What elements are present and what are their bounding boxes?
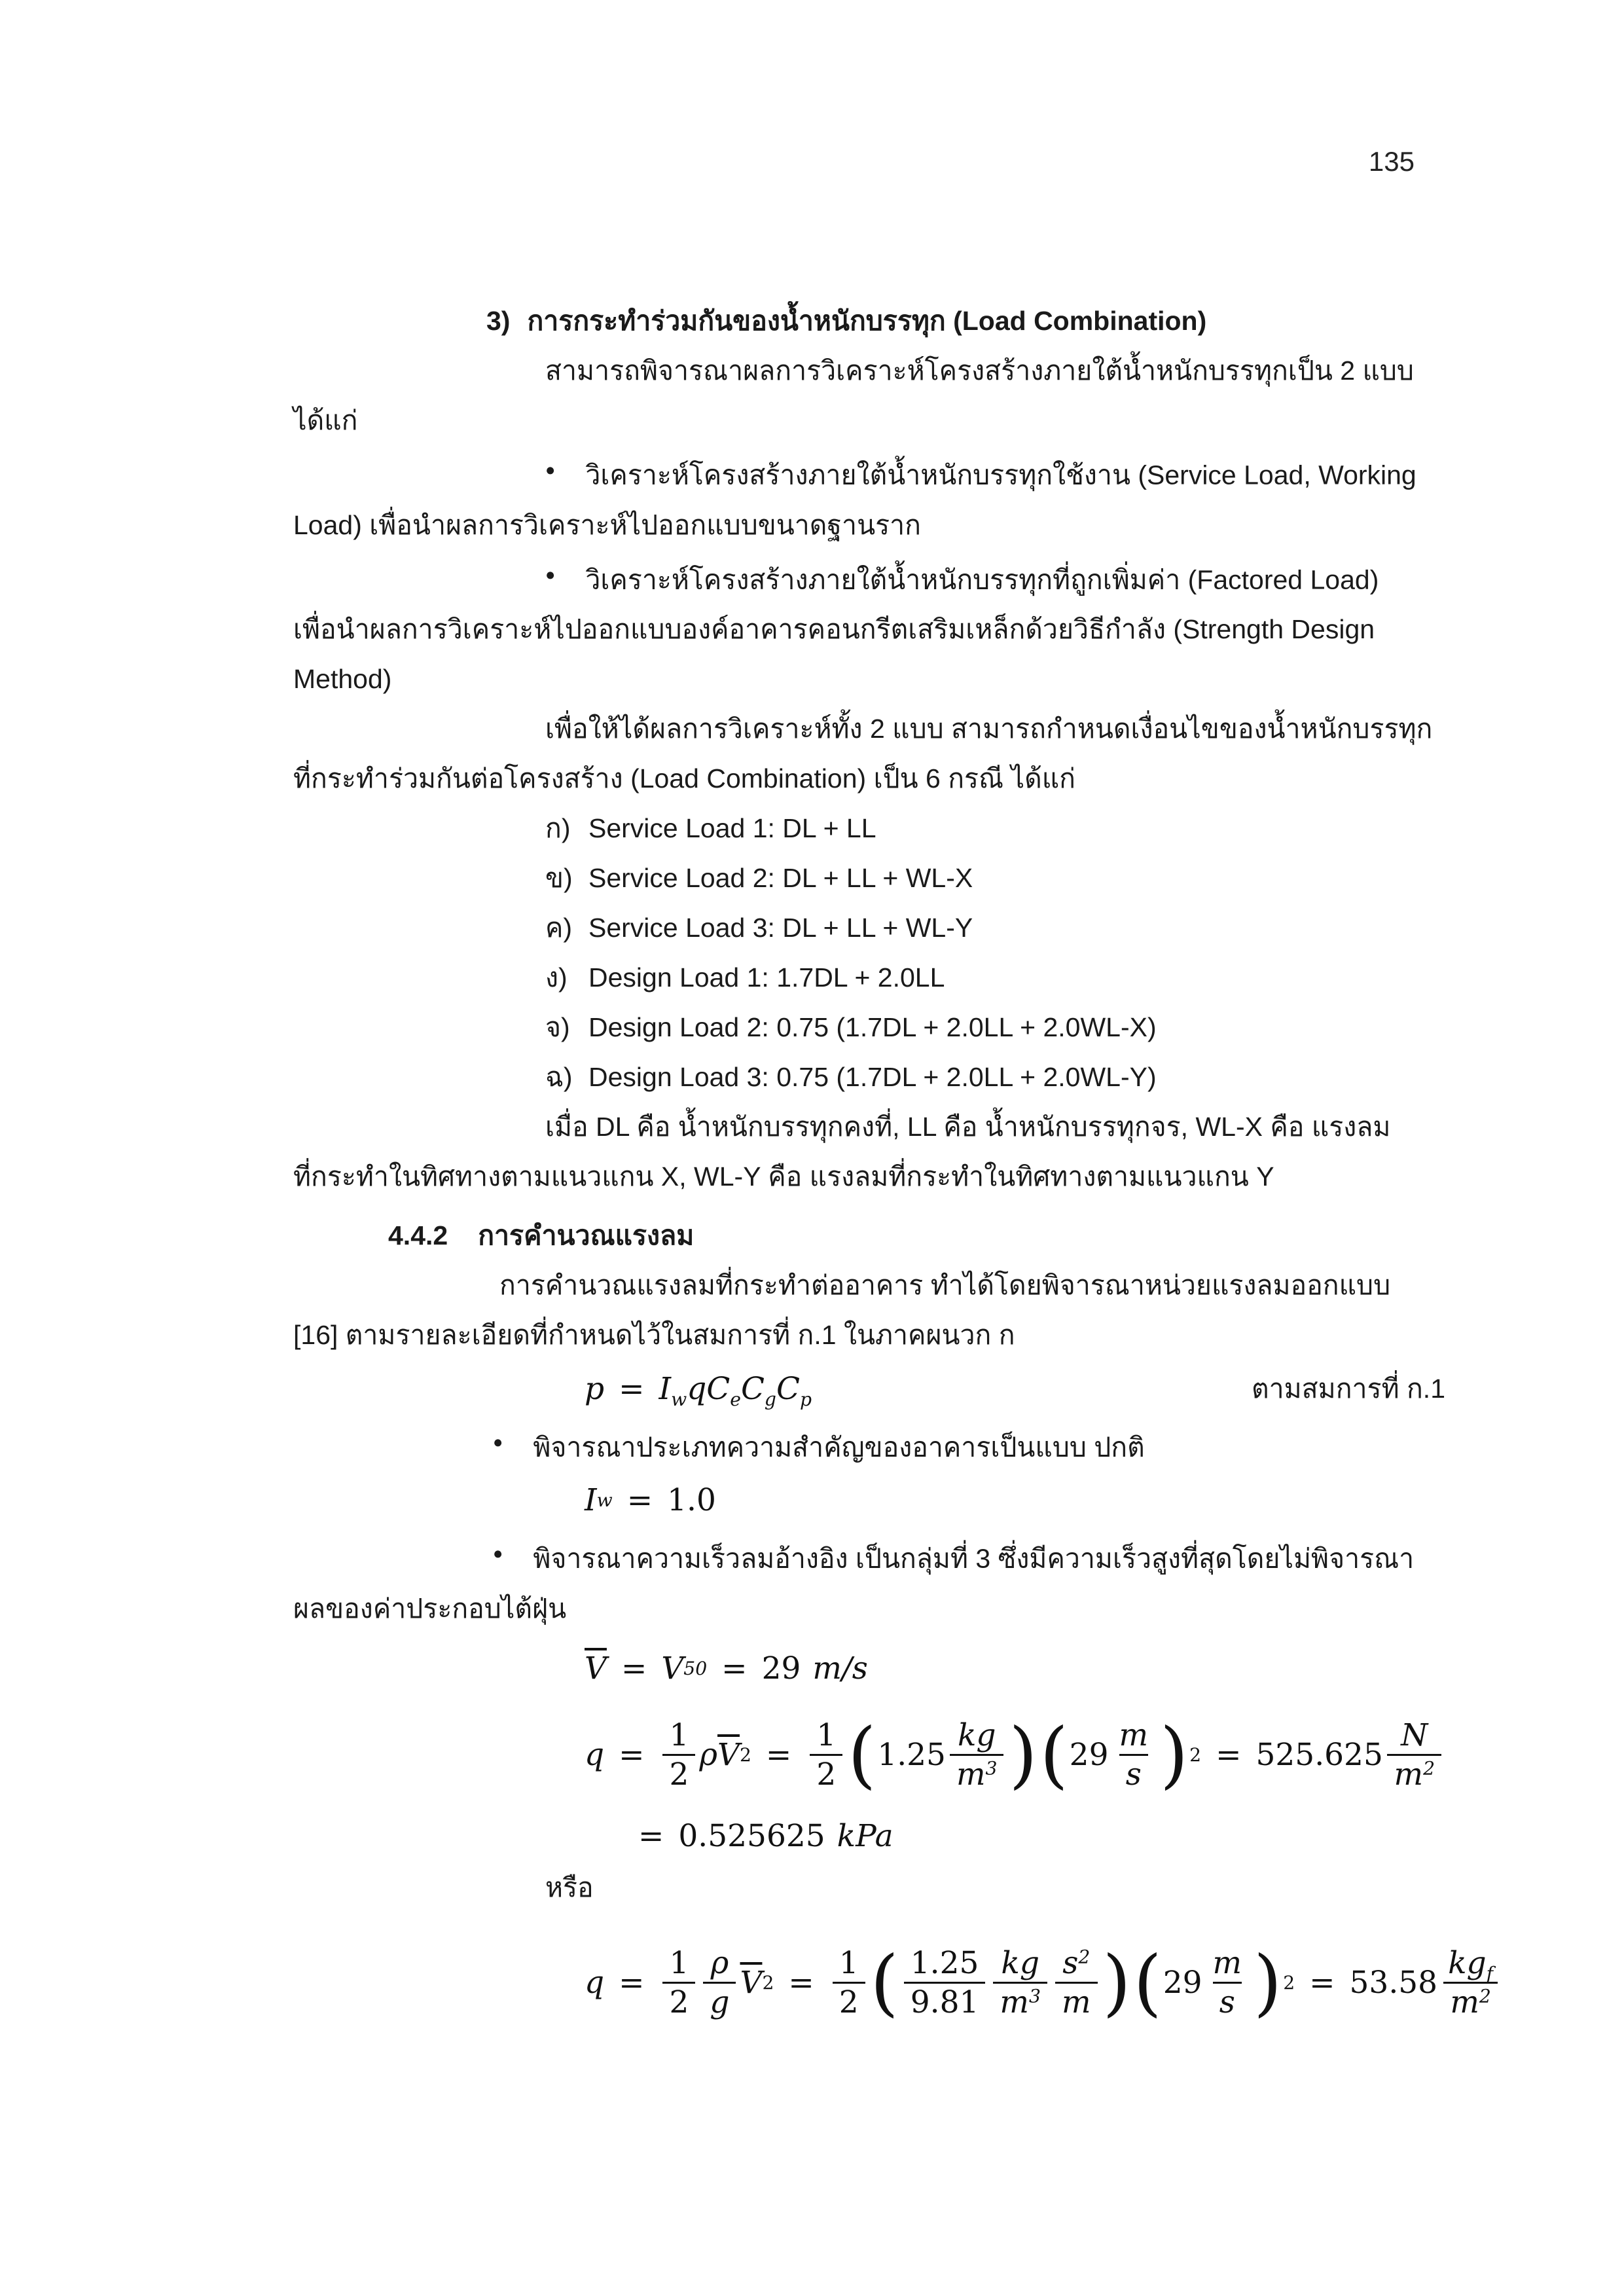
var-V50: V: [661, 1650, 684, 1686]
fraction-N-per-m2: $\frac{N}{m^2}$: [1387, 1718, 1441, 1793]
case-label: ค): [545, 913, 573, 943]
equals-sign: =: [626, 1482, 653, 1519]
page-number: 135: [1368, 146, 1415, 177]
var-C: C: [776, 1370, 800, 1407]
fraction-m-per-s: $\frac{m}{s}$: [1212, 1944, 1242, 2021]
case-item-f: [293, 1052, 1445, 1102]
bullet-service-load-line1: [293, 445, 1445, 500]
bullet-icon: ●: [493, 1433, 503, 1452]
case-text: Service Load 3: DL + LL + WL-Y: [588, 913, 973, 943]
section3-heading: [293, 296, 1445, 346]
bullet-icon: ●: [545, 461, 556, 479]
paragraph-combination-line1: เพื่อให้ได้ผลการวิเคราะห์ทั้ง 2 แบบ สามารถกำหนดเงื่อนไขของน้ำหนักบรรทุก: [545, 714, 1433, 744]
bullet-factored-load-text: วิเคราะห์โครงสร้างภายใต้น้ำหนักบรรทุกที่ถูกเพิ่มค่า (Factored Load): [585, 564, 1379, 595]
fraction-1.25-over-9.81: $\frac{1.25}{9.81}$: [904, 1946, 986, 2020]
sub-g: g: [764, 1388, 776, 1410]
paragraph-combination-line2: ที่กระทำร่วมกันต่อโครงสร้าง (Load Combination) เป็น 6 กรณี ได้แก่: [293, 763, 1075, 794]
bullet-importance-text: พิจารณาประเภทความสำคัญของอาคารเป็นแบบ ปกติ: [533, 1432, 1145, 1463]
var-I: I: [659, 1370, 672, 1407]
fraction-s2-per-m: $\frac{s^2}{m}$: [1055, 1946, 1098, 2020]
value-1.25: 1.25: [877, 1736, 946, 1773]
case-item-a: [293, 803, 1445, 853]
bullet-icon: ●: [545, 565, 556, 584]
case-item-d: [293, 953, 1445, 1002]
equation-reference-wind-speed: $\overline{V}$ = V 50 = 29 m/s: [585, 1650, 868, 1686]
bullet-service-load-text: วิเคราะห์โครงสร้างภายใต้น้ำหนักบรรทุกใช้งาน (Service Load, Working: [585, 460, 1416, 490]
case-text: Design Load 3: 0.75 (1.7DL + 2.0LL + 2.0WL-Y): [588, 1062, 1157, 1093]
value-1.0: 1.0: [667, 1482, 716, 1519]
section3-title: การกระทำร่วมกันของน้ำหนักบรรทุก (Load Combination): [527, 306, 1207, 336]
sub-w: w: [671, 1388, 687, 1410]
var-p: p: [585, 1370, 605, 1407]
paragraph-windload-line1: การคำนวณแรงลมที่กระทำต่ออาคาร ทำได้โดยพิจารณาหน่วยแรงลมออกแบบ: [499, 1270, 1391, 1301]
paragraph-intro-line2: ได้แก่: [293, 405, 358, 435]
equals-sign: =: [765, 1736, 792, 1773]
section442-number: 4.4.2: [388, 1220, 448, 1251]
equals-sign: =: [1309, 1964, 1335, 2001]
case-text: Service Load 1: DL + LL: [588, 813, 876, 844]
equals-sign: =: [619, 1370, 645, 1407]
case-item-c: [293, 903, 1445, 953]
unit-m-per-s: m/s: [812, 1650, 868, 1686]
bullet-importance: [293, 1417, 1445, 1472]
case-text: Design Load 2: 0.75 (1.7DL + 2.0LL + 2.0WL-X): [588, 1012, 1157, 1043]
bullet-icon: ●: [493, 1544, 503, 1563]
fraction-rho-over-g: $\frac{\rho}{g}$: [703, 1946, 736, 2020]
bullet-wind-speed-line2: ผลของค่าประกอบไต้ฝุ่น: [293, 1593, 567, 1624]
fraction-one-half: $\frac{1}{2}$: [833, 1946, 865, 2020]
value-29: 29: [761, 1650, 801, 1686]
case-item-e: [293, 1002, 1445, 1052]
case-label: ฉ): [545, 1062, 573, 1093]
bullet-factored-load-line3: Method): [293, 664, 392, 695]
value-525.625: 525.625: [1255, 1736, 1383, 1773]
value-0.525625: 0.525625: [678, 1817, 825, 1854]
fraction-kg-per-m3: $\frac{kg}{m^3}$: [950, 1718, 1004, 1793]
paragraph-windload-line2: [16] ตามรายละเอียดที่กำหนดไว้ในสมการที่ ก.1 ในภาคผนวก ก: [293, 1320, 1015, 1351]
fraction-one-half: $\frac{1}{2}$: [662, 1946, 695, 2020]
bullet-wind-speed-text: พิจารณาความเร็วลมอ้างอิง เป็นกลุ่มที่ 3 ซึ่งมีความเร็วสูงที่สุดโดยไม่พิจารณา: [533, 1543, 1415, 1574]
fraction-kgf-per-m2: $\frac{kg_f}{m^2}$: [1441, 1946, 1500, 2020]
case-label: ก): [545, 813, 571, 844]
equals-sign: =: [788, 1964, 814, 2001]
section442-title: การคำนวณแรงลม: [478, 1220, 695, 1251]
case-text: Service Load 2: DL + LL + WL-X: [588, 863, 973, 894]
bullet-wind-speed-line1: [293, 1529, 1445, 1584]
or-word: หรือ: [545, 1872, 594, 1903]
equals-sign: =: [619, 1964, 645, 2001]
paragraph-definitions-line1: เมื่อ DL คือ น้ำหนักบรรทุกคงที่, LL คือ น้ำหนักบรรทุกจร, WL-X คือ แรงลม: [545, 1112, 1391, 1142]
equals-sign: =: [621, 1650, 647, 1686]
equation-q-si: q = $\frac{1}{2}$ ρ $\overline{V}$ 2 = $\frac{1}{2}$ ( 1.25 $\frac{kg}{m^3}$ ) ( 29 $\frac{m}{s}$ ) 2 = 525.625 $\frac{N}{m^2}$: [293, 1700, 1445, 1810]
var-I: I: [585, 1482, 597, 1519]
paragraph-definitions-line2: ที่กระทำในทิศทางตามแนวแกน X, WL-Y คือ แรงลมที่กระทำในทิศทางตามแนวแกน Y: [293, 1161, 1274, 1192]
case-label: จ): [545, 1012, 570, 1043]
fraction-one-half: $\frac{1}{2}$: [662, 1718, 695, 1793]
bullet-factored-load-line2: เพื่อนำผลการวิเคราะห์ไปออกแบบองค์อาคารคอนกรีตเสริมเหล็กด้วยวิธีกำลัง (Strength Design: [293, 614, 1375, 645]
var-C: C: [740, 1370, 765, 1407]
equation-design-pressure: [585, 1370, 812, 1410]
equation-design-pressure-row: [293, 1360, 1445, 1417]
equation-q-metric: q = $\frac{1}{2}$ $\frac{\rho}{g}$ $\overline{V}$ 2 = $\frac{1}{2}$ ( $\frac{1.25}{9.81}$ $\frac{kg}{m^3}$ $\frac{s^2}{m}$ ) ( 29 $\frac{m}{s}$ ) 2 = 53.58 $\frac{kg_f}{m^2}$: [293, 1918, 1445, 2049]
case-item-b: [293, 853, 1445, 903]
equals-sign: =: [638, 1817, 664, 1854]
var-q: q: [585, 1964, 605, 2001]
var-q: q: [687, 1370, 707, 1407]
var-q: q: [585, 1736, 605, 1773]
equals-sign: =: [721, 1650, 748, 1686]
sub-p: p: [799, 1388, 812, 1410]
page-content: [293, 296, 1494, 2049]
case-label: ข): [545, 863, 573, 894]
bullet-service-load-line2: Load) เพื่อนำผลการวิเคราะห์ไปออกแบบขนาดฐานราก: [293, 509, 921, 540]
fraction-kg-per-m3: $\frac{kg}{m^3}$: [993, 1946, 1047, 2020]
equals-sign: =: [619, 1736, 645, 1773]
equation-importance-factor: I w = 1.0: [585, 1482, 716, 1519]
fraction-m-per-s: $\frac{m}{s}$: [1119, 1717, 1149, 1793]
sub-e: e: [730, 1388, 741, 1410]
equation-reference: ตามสมการที่ ก.1: [1251, 1374, 1445, 1404]
case-label: ง): [545, 962, 568, 993]
var-rho: ρ: [699, 1736, 718, 1773]
var-V-bar: $\overline{V}$: [585, 1650, 607, 1686]
section442-heading: [293, 1201, 1445, 1260]
value-29: 29: [1163, 1964, 1202, 2001]
value-29: 29: [1069, 1736, 1109, 1773]
var-C: C: [706, 1370, 731, 1407]
case-text: Design Load 1: 1.7DL + 2.0LL: [588, 962, 945, 993]
bullet-factored-load-line1: [293, 550, 1445, 605]
value-53.58: 53.58: [1349, 1964, 1438, 2001]
fraction-one-half: $\frac{1}{2}$: [810, 1718, 842, 1793]
equation-q-kpa: [293, 1810, 1445, 1863]
equals-sign: =: [1216, 1736, 1242, 1773]
var-V-bar: $\overline{V}$: [740, 1964, 763, 2001]
paragraph-intro-line1: สามารถพิจารณาผลการวิเคราะห์โครงสร้างภายใต้น้ำหนักบรรทุกเป็น 2 แบบ: [545, 355, 1414, 386]
section3-number: 3): [486, 306, 511, 336]
var-V-bar: $\overline{V}$: [717, 1736, 740, 1773]
unit-kPa: kPa: [837, 1817, 893, 1854]
